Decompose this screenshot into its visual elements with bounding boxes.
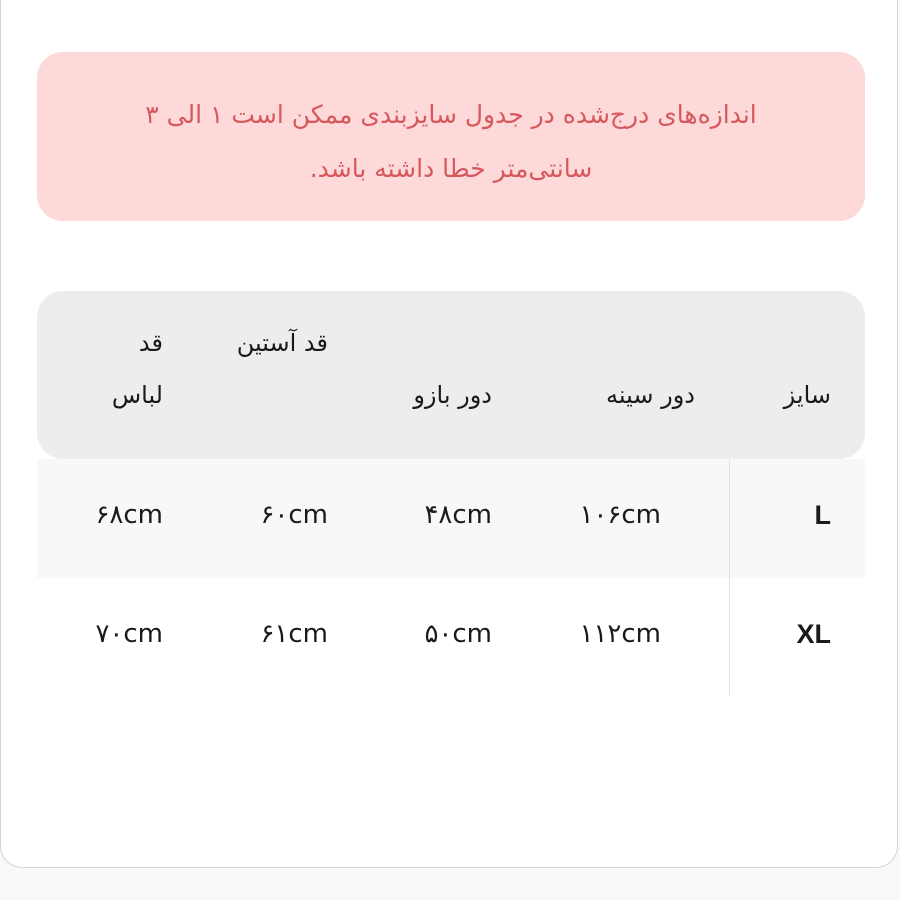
header-size: سایز [783,381,831,409]
cell-arm: ۵۰cm [424,619,492,649]
size-table-header [37,291,865,459]
header-arm: دور بازو [413,381,492,409]
header-chest: دور سینه [606,381,695,409]
cell-arm: ۴۸cm [424,500,492,530]
cell-chest: ۱۱۲cm [579,619,661,649]
table-row [37,459,865,578]
column-divider [729,459,730,697]
cell-garment-length: ۷۰cm [95,619,163,649]
cell-sleeve-length: ۶۱cm [260,619,328,649]
notice-text: اندازه‌های درج‌شده در جدول سایزبندی ممکن است ۱ الی ۳ سانتی‌متر خطا داشته باشد. [145,100,757,183]
cell-chest: ۱۰۶cm [579,500,661,530]
table-row [37,578,865,697]
header-sleeve-length: قد آستین [236,329,328,357]
size-table [37,291,865,697]
measurement-tolerance-notice [37,52,865,221]
cell-garment-length: ۶۸cm [95,500,163,530]
cell-size: XL [796,619,831,649]
header-garment-length: قد لباس [111,329,163,409]
cell-size: L [814,500,831,530]
cell-sleeve-length: ۶۰cm [260,500,328,530]
